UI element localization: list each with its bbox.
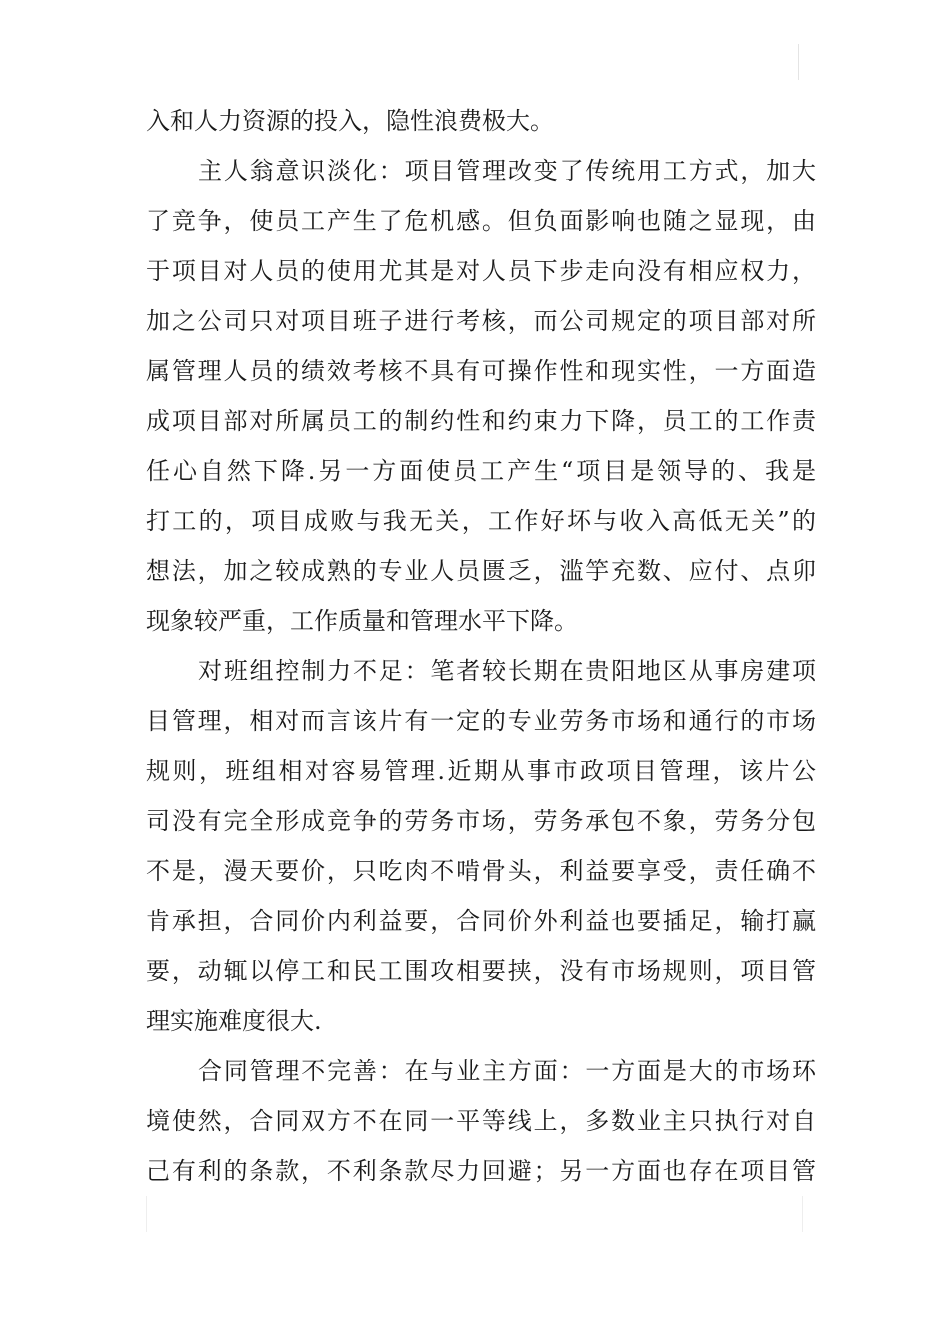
- paragraph-line: 主人翁意识淡化：项目管理改变了传统用工方式，加大: [198, 157, 816, 185]
- paragraph-line: 对班组控制力不足：笔者较长期在贵阳地区从事房建项: [198, 657, 816, 685]
- paragraph-line: 规则，班组相对容易管理.近期从事市政项目管理，该片公: [146, 757, 816, 785]
- body-text: [146, 96, 816, 1196]
- paragraph-line: 合同管理不完善：在与业主方面：一方面是大的市场环: [198, 1057, 816, 1085]
- paragraph-line: 成项目部对所属员工的制约性和约束力下降，员工的工作责: [146, 407, 816, 435]
- scan-edge-mark: [146, 1196, 147, 1232]
- paragraph-line: 任心自然下降.另一方面使员工产生“项目是领导的、我是: [146, 457, 816, 485]
- paragraph-line: 境使然，合同双方不在同一平等线上，多数业主只执行对自: [146, 1107, 816, 1135]
- paragraph-line: 己有利的条款，不利条款尽力回避；另一方面也存在项目管: [146, 1157, 816, 1185]
- paragraph-line: 想法，加之较成熟的专业人员匮乏，滥竽充数、应付、点卯: [146, 557, 816, 585]
- paragraph-line: 目管理，相对而言该片有一定的专业劳务市场和通行的市场: [146, 707, 816, 735]
- paragraph-line: 肯承担，合同价内利益要，合同价外利益也要插足，输打赢: [146, 907, 816, 935]
- paragraph-line: 理实施难度很大.: [146, 1007, 322, 1035]
- paragraph-line: 了竞争，使员工产生了危机感。但负面影响也随之显现，由: [146, 207, 816, 235]
- paragraph-line: 要，动辄以停工和民工围攻相要挟，没有市场规则，项目管: [146, 957, 816, 985]
- paragraph-line: 入和人力资源的投入，隐性浪费极大。: [146, 107, 554, 135]
- paragraph-line: 加之公司只对项目班子进行考核，而公司规定的项目部对所: [146, 307, 816, 335]
- paragraph-line: 属管理人员的绩效考核不具有可操作性和现实性，一方面造: [146, 357, 816, 385]
- scan-edge-mark: [802, 1196, 803, 1232]
- paragraph-line: 不是，漫天要价，只吃肉不啃骨头，利益要享受，责任确不: [146, 857, 816, 885]
- paragraph-line: 于项目对人员的使用尤其是对人员下步走向没有相应权力，: [146, 257, 816, 285]
- paragraph-line: 打工的，项目成败与我无关，工作好坏与收入高低无关”的: [146, 507, 816, 535]
- paragraph-line: 司没有完全形成竞争的劳务市场，劳务承包不象，劳务分包: [146, 807, 816, 835]
- paragraph-line: 现象较严重，工作质量和管理水平下降。: [146, 607, 578, 635]
- scan-edge-mark: [798, 44, 799, 80]
